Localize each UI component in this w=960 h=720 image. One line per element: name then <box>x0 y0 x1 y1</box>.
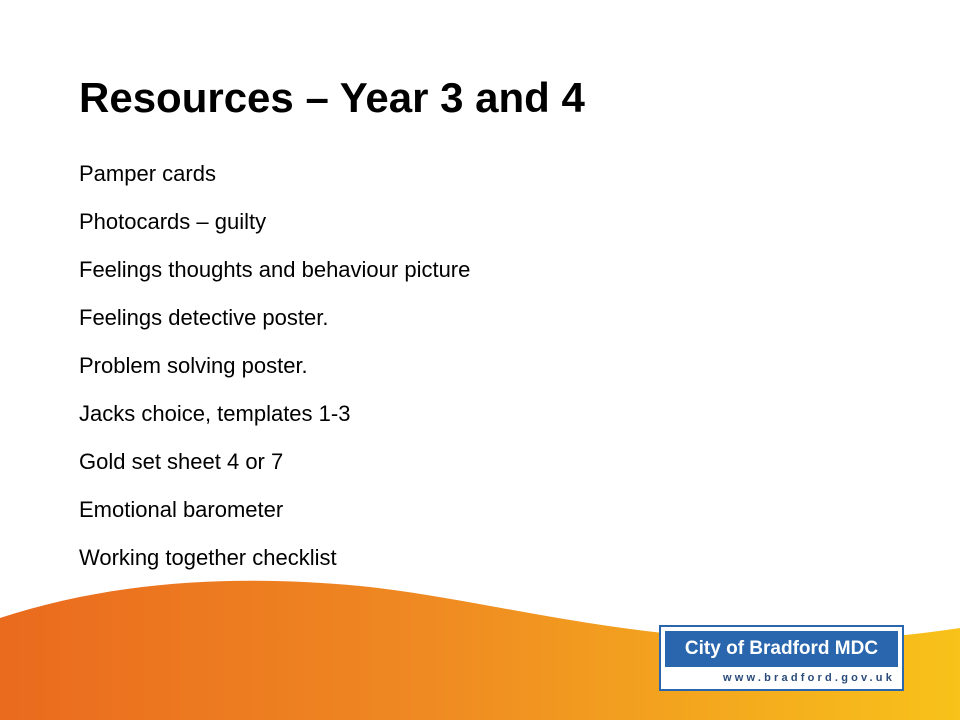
list-item: Jacks choice, templates 1-3 <box>79 401 351 426</box>
list-item: Feelings thoughts and behaviour picture <box>79 257 471 282</box>
list-item: Pamper cards <box>79 161 216 186</box>
resource-list <box>79 150 470 582</box>
logo-url: www.bradford.gov.uk <box>723 672 896 684</box>
list-item: Problem solving poster. <box>79 353 308 378</box>
slide-title: Resources – Year 3 and 4 <box>79 74 585 121</box>
bradford-logo <box>659 625 904 691</box>
list-item: Working together checklist <box>79 545 337 570</box>
list-item: Feelings detective poster. <box>79 305 329 330</box>
logo-name: City of Bradford MDC <box>665 631 898 667</box>
list-item: Emotional barometer <box>79 497 284 522</box>
list-item: Gold set sheet 4 or 7 <box>79 449 284 474</box>
list-item: Photocards – guilty <box>79 209 267 234</box>
